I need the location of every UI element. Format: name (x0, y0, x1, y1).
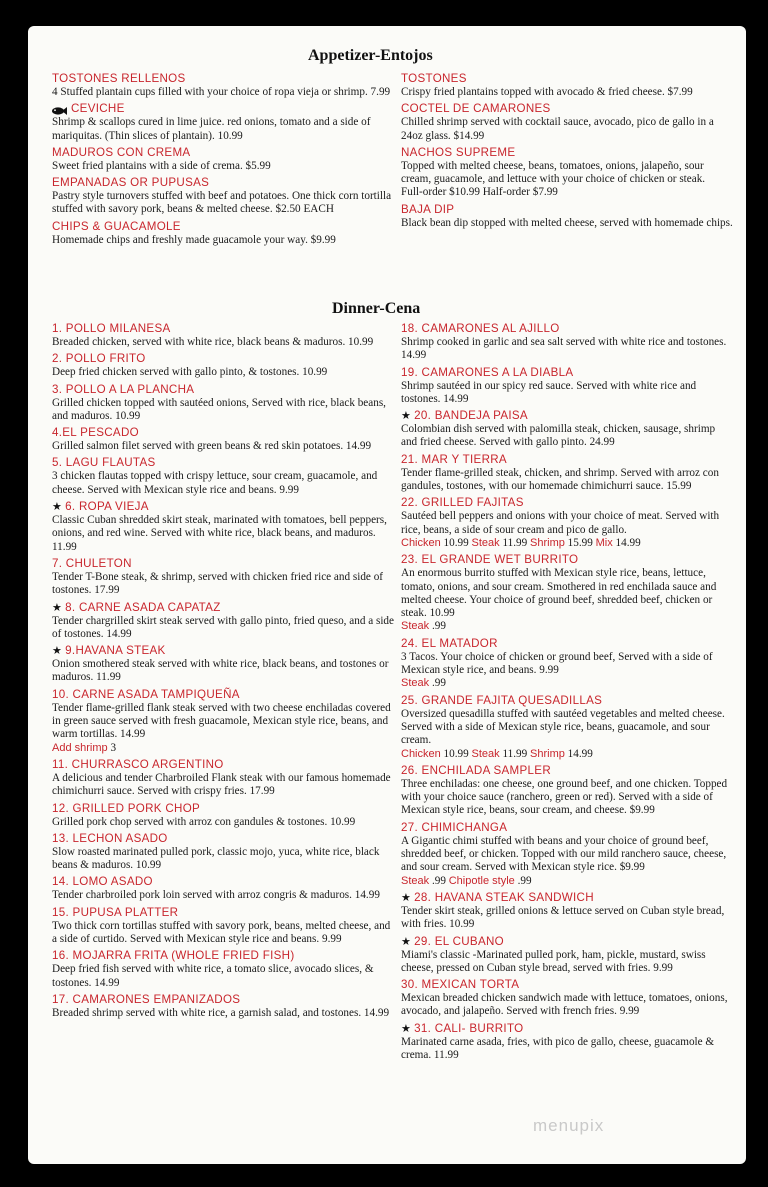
menu-item (401, 203, 733, 230)
price-options (401, 748, 733, 761)
menu-item-header (52, 352, 397, 366)
menu-item (52, 102, 397, 143)
menu-item-header (401, 409, 733, 423)
addon-row (52, 742, 397, 755)
menu-item-description: Tender charbroiled pork loin served with arroz congris & maduros. 14.99 (52, 889, 380, 902)
menu-item-description: Tender skirt steak, grilled onions & lettuce served on Cuban style bread, with fries. 10.99 (401, 904, 725, 931)
menu-item (52, 426, 397, 453)
menu-item-name: 28. HAVANA STEAK SANDWICH (414, 890, 594, 904)
menu-item (401, 366, 733, 407)
menu-item (52, 72, 397, 99)
star-icon: ★ (52, 601, 63, 614)
option-label: Chicken (401, 536, 441, 549)
menu-item-name: 9.HAVANA STEAK (65, 644, 166, 658)
menu-item (52, 875, 397, 902)
option-label: Steak (401, 677, 430, 690)
menu-item-name: 23. EL GRANDE WET BURRITO (401, 553, 579, 567)
menu-item (401, 496, 733, 550)
menu-item (52, 383, 397, 424)
menu-item-name: 14. LOMO ASADO (52, 875, 153, 889)
menu-item-description: Topped with melted cheese, beans, tomatoes, onions, jalapeño, sour cream, guacamole, and lettuce with your choice of chicken or steak. (401, 159, 706, 186)
option-price: 10.99 (443, 747, 469, 760)
menu-item-header (401, 496, 733, 510)
menu-item (401, 102, 733, 143)
menu-item-header (52, 993, 397, 1007)
menu-item-header (52, 72, 397, 86)
option-price: 15.99 (567, 536, 593, 549)
menu-item (52, 601, 397, 642)
star-icon: ★ (52, 645, 63, 658)
watermark-text: menupix (533, 1116, 605, 1135)
menu-item-header (401, 553, 733, 567)
menu-item-description: Breaded shrimp served with white rice, a garnish salad, and tostones. 14.99 (52, 1006, 390, 1019)
option-price: 10.99 (443, 536, 469, 549)
menu-item-description: Sautéed bell peppers and onions with your choice of meat. Served with rice, beans, a side of sour cream and pico de gallo. (401, 510, 720, 536)
menu-item-name: 18. CAMARONES AL AJILLO (401, 322, 560, 335)
menu-item-header (52, 688, 397, 702)
menu-item-name: BAJA DIP (401, 202, 455, 216)
menu-item-name: 12. GRILLED PORK CHOP (52, 801, 201, 815)
menu-item (401, 146, 733, 200)
menu-item-description: An enormous burrito stuffed with Mexican style rice, beans, lettuce, tomato, onions, and sour cream. Smothered in red enchilada sauce and melted cheese. Your choice of ground beef, shredded beef, chicken or steak. 10.99 (401, 567, 717, 620)
star-icon: ★ (401, 1022, 412, 1035)
menu-item (52, 993, 397, 1020)
menu-item (52, 146, 397, 173)
menu-item-name: 10. CARNE ASADA TAMPIQUEÑA (52, 687, 240, 701)
menu-item-description: Tender T-Bone steak, & shrimp, served with chicken fried rice and side of tostones. 17.99 (52, 570, 384, 597)
menu-item-name: 31. CALI- BURRITO (414, 1021, 524, 1035)
star-icon: ★ (401, 410, 412, 423)
menu-item (52, 832, 397, 873)
option-label: Mix (595, 536, 613, 549)
menu-item-header (52, 176, 397, 190)
menu-item-description: Three enchiladas: one cheese, one ground beef, and one chicken. Topped with your choice sauce (ranchero, green or red). Served with a side of Mexican style rice, beans, sour cream, and cheese. $9.99 (401, 777, 728, 817)
option-label: Shrimp (530, 536, 565, 549)
menu-item-header (52, 146, 397, 160)
menu-item-header (401, 637, 733, 651)
star-icon: ★ (52, 501, 63, 514)
menu-item-name: 8. CARNE ASADA CAPATAZ (65, 600, 221, 614)
menu-item-name: 24. EL MATADOR (401, 636, 498, 650)
menu-item-description: Colombian dish served with palomilla steak, chicken, sausage, shrimp and fried cheese. Served with gallo pinto. 24.99 (401, 423, 716, 449)
menu-item-header (401, 322, 733, 336)
addon-label: Add shrimp (52, 741, 108, 754)
appetizer-section-title: Appetizer-Entojos (308, 47, 433, 64)
menu-item (401, 764, 733, 818)
addon-price: 3 (110, 741, 117, 754)
menu-item-header (52, 758, 397, 772)
menu-item-header (52, 601, 397, 615)
menu-item-description: Tender flame-grilled steak, chicken, and shrimp. Served with arroz con gandules, tostones, with our homemade chimichurri sauce. 15.99 (401, 466, 719, 493)
menu-item-name: 25. GRANDE FAJITA QUESADILLAS (401, 693, 603, 707)
menu-item-name: 16. MOJARRA FRITA (WHOLE FRIED FISH) (52, 949, 295, 963)
menu-item-header (401, 72, 733, 86)
menu-item-name: 1. POLLO MILANESA (52, 322, 171, 335)
menu-item-description: Two thick corn tortillas stuffed with savory pork, beans, melted cheese, and a side of curtido. Served with Mexican style rice and beans. 9.99 (52, 919, 391, 946)
menu-item-name: 5. LAGU FLAUTAS (52, 456, 156, 470)
menu-item (401, 409, 733, 450)
menu-item-name: 13. LECHON ASADO (52, 831, 168, 845)
menu-item (401, 322, 733, 363)
menu-item (52, 644, 397, 685)
menu-item-description: A Gigantic chimi stuffed with beans and your choice of ground beef, shredded beef, or chicken. Topped with our mild ranchero sauce, cheese, and sour cream. Served with Mexican style rice. $9.99 (401, 834, 727, 874)
menu-item-extra: Full-order $10.99 Half-order $7.99 (401, 186, 558, 199)
menu-item-description: Crispy fried plantains topped with avocado & fried cheese. $7.99 (401, 86, 693, 98)
menu-item (401, 821, 733, 888)
menu-item-header (401, 453, 733, 467)
menu-item (52, 456, 397, 497)
menu-item-description: Sweet fried plantains with a side of crema. $5.99 (52, 159, 271, 172)
menu-item (52, 322, 397, 349)
menu-item (401, 72, 733, 99)
option-price: 14.99 (567, 747, 593, 760)
menu-item-description: Marinated carne asada, fries, with pico de gallo, cheese, guacamole & crema. 11.99 (401, 1035, 715, 1061)
option-price: .99 (431, 677, 446, 690)
menu-item (52, 500, 397, 554)
dinner-left-column (52, 322, 397, 1023)
menu-item-description: Breaded chicken, served with white rice, black beans & maduros. 10.99 (52, 336, 374, 348)
menu-item-description: Classic Cuban shredded skirt steak, marinated with tomatoes, bell peppers, onions, and red wine. Served with white rice, black beans, and maduros. 11.99 (52, 514, 387, 553)
menu-item (52, 176, 397, 217)
option-price: 14.99 (615, 536, 641, 549)
menu-item-name: COCTEL DE CAMARONES (401, 102, 551, 116)
menu-item-header (52, 644, 397, 658)
price-options (401, 537, 733, 550)
menu-item-description: Deep fried fish served with white rice, a tomato slice, avocado slices, & tostones. 14.99 (52, 963, 374, 989)
menu-item (52, 758, 397, 799)
menu-item-header (52, 500, 397, 514)
price-options (401, 677, 733, 690)
menu-item (52, 802, 397, 829)
price-options (401, 620, 733, 633)
menu-item-description: Pastry style turnovers stuffed with beef and potatoes. One thick corn tortilla stuffed with savory pork, beans & melted cheese. $2.50 EACH (52, 190, 392, 216)
option-label: Chicken (401, 747, 441, 760)
menu-item-header (52, 456, 397, 470)
menu-item-description: Slow roasted marinated pulled pork, classic mojo, yuca, white rice, black beans & maduros. 10.99 (52, 845, 380, 872)
dinner-section-title: Dinner-Cena (332, 300, 421, 317)
menu-item-header (401, 764, 733, 778)
menu-item-description: Onion smothered steak served with white rice, black beans, and tostones or maduros. 11.99 (52, 658, 389, 684)
menu-item-description: Homemade chips and freshly made guacamole your way. $9.99 (52, 233, 336, 246)
menu-item-header (401, 1022, 733, 1036)
star-icon: ★ (401, 891, 412, 904)
star-icon: ★ (401, 935, 412, 948)
menu-item (401, 553, 733, 633)
menu-item-description: Grilled pork chop served with arroz con gandules & tostones. 10.99 (52, 815, 356, 828)
menu-item-header (52, 322, 397, 336)
menu-item-description: Mexican breaded chicken sandwich made with lettuce, tomatoes, onions, avocado, and jalapeño. Served with french fries. 9.99 (401, 992, 728, 1018)
option-label: Steak (471, 536, 500, 549)
menu-item (52, 220, 397, 247)
menu-item (52, 557, 397, 598)
fish-icon (52, 105, 67, 113)
menu-item-description: Grilled chicken topped with sautéed onions, Served with rice, black beans, and maduros. 10.99 (52, 396, 386, 422)
option-price: .99 (431, 874, 446, 887)
menu-item-name: 20. BANDEJA PAISA (414, 409, 528, 423)
menu-item-header (52, 949, 397, 963)
menu-item-name: 19. CAMARONES A LA DIABLA (401, 365, 574, 379)
menu-item-name: TOSTONES RELLENOS (52, 72, 186, 85)
menu-item (401, 637, 733, 691)
appetizer-right-column (401, 72, 733, 233)
menu-item-name: 29. EL CUBANO (414, 934, 504, 948)
menu-item-description: Deep fried chicken served with gallo pinto, & tostones. 10.99 (52, 366, 328, 379)
menu-item-name: CHIPS & GUACAMOLE (52, 219, 181, 233)
menu-item (401, 453, 733, 494)
dinner-right-column (401, 322, 733, 1065)
menu-item-description: 4 Stuffed plantain cups filled with your choice of ropa vieja or shrimp. 7.99 (52, 86, 391, 98)
appetizer-left-column (52, 72, 397, 250)
menu-item-description: Black bean dip stopped with melted cheese, served with homemade chips. (401, 216, 733, 229)
menu-item (52, 352, 397, 379)
menu-item (52, 949, 397, 990)
menu-item-header (401, 978, 733, 992)
menu-item-name: 22. GRILLED FAJITAS (401, 496, 524, 510)
menu-item-header (52, 426, 397, 440)
menu-item-name: MADUROS CON CREMA (52, 145, 191, 159)
option-label: Steak (471, 747, 500, 760)
option-label: Chipotle style (448, 874, 515, 887)
menu-item-header (52, 383, 397, 397)
menu-item-name: 15. PUPUSA PLATTER (52, 905, 179, 919)
menu-item-header (52, 102, 397, 116)
menu-item-name: 6. ROPA VIEJA (65, 500, 149, 514)
option-price: 11.99 (502, 536, 528, 549)
menu-item-description: Shrimp & scallops cured in lime juice. red onions, tomato and a side of mariquitas. (Thin slices of plantain). 10.99 (52, 116, 371, 142)
menu-item-name: TOSTONES (401, 72, 467, 85)
menu-item (52, 906, 397, 947)
menu-item-description: Tender chargrilled skirt steak served with gallo pinto, fried queso, and a side of tostones. 14.99 (52, 614, 394, 640)
menu-item-header (401, 203, 733, 217)
menu-item-header (401, 146, 733, 160)
menu-item-name: CEVICHE (71, 102, 125, 116)
menu-item-header (401, 821, 733, 835)
option-label: Shrimp (530, 747, 565, 760)
menu-item (401, 1022, 733, 1063)
menu-item-name: NACHOS SUPREME (401, 145, 516, 159)
menu-item-description: Tender flame-grilled flank steak served with two cheese enchiladas covered in green sauce served with fresh guacamole, Mexican style rice, beans, and warm tortillas. 14.99 (52, 701, 391, 741)
menu-item-description: Chilled shrimp served with cocktail sauce, avocado, pico de gallo in a 24oz glass. $14.99 (401, 116, 714, 142)
menu-item-header (52, 832, 397, 846)
menu-item-name: EMPANADAS OR PUPUSAS (52, 176, 210, 190)
menu-item-header (401, 694, 733, 708)
menu-item-description: 3 chicken flautas topped with crispy lettuce, sour cream, guacamole, and cheese. Served with Mexican style rice and beans. 9.99 (52, 470, 378, 496)
menu-item-name: 26. ENCHILADA SAMPLER (401, 763, 551, 777)
option-label: Steak (401, 620, 430, 633)
menu-item (401, 978, 733, 1019)
menu-item-name: 17. CAMARONES EMPANIZADOS (52, 992, 241, 1006)
menu-item-description: Shrimp cooked in garlic and sea salt served with white rice and tostones. 14.99 (401, 336, 727, 362)
menu-item-description: 3 Tacos. Your choice of chicken or ground beef, Served with a side of Mexican style rice, and beans. 9.99 (401, 650, 713, 677)
menu-item (401, 935, 733, 976)
menu-item (52, 688, 397, 755)
option-price: 11.99 (502, 747, 528, 760)
menu-item-header (401, 935, 733, 949)
menu-item-name: 27. CHIMICHANGA (401, 820, 508, 834)
menu-item-description: Miami's classic -Marinated pulled pork, ham, pickle, mustard, swiss cheese, pressed on Cuban style bread, served with fries. 9.99 (401, 948, 706, 974)
menu-page (28, 26, 746, 1164)
menu-item-description: Shrimp sautéed in our spicy red sauce. Served with white rice and tostones. 14.99 (401, 379, 697, 405)
menu-item-header (52, 875, 397, 889)
menu-item-name: 30. MEXICAN TORTA (401, 978, 520, 992)
price-options (401, 875, 733, 888)
menu-item-header (52, 802, 397, 816)
menu-item-name: 11. CHURRASCO ARGENTINO (52, 757, 224, 771)
menu-item-header (52, 906, 397, 920)
menu-item-description: A delicious and tender Charbroiled Flank steak with our famous homemade chimichurri sauce. Served with crispy fries. 17.99 (52, 771, 391, 798)
menu-item-header (401, 102, 733, 116)
menu-item-name: 21. MAR Y TIERRA (401, 452, 507, 466)
menu-item-description: Grilled salmon filet served with green beans & red skin potatoes. 14.99 (52, 440, 372, 453)
menu-item-header (401, 366, 733, 380)
option-price: .99 (517, 874, 532, 887)
option-price: .99 (431, 620, 446, 633)
menu-item-name: 3. POLLO A LA PLANCHA (52, 382, 195, 396)
menu-item-name: 7. CHULETON (52, 556, 132, 570)
menu-item (401, 694, 733, 761)
menu-item-header (52, 220, 397, 234)
menu-item-name: 2. POLLO FRITO (52, 352, 146, 366)
menu-item-header (52, 557, 397, 571)
menu-item (401, 891, 733, 932)
menu-item-header (401, 891, 733, 905)
option-label: Steak (401, 874, 430, 887)
menu-item-description: Oversized quesadilla stuffed with sautéed vegetables and melted cheese. Served with a side of Mexican style rice, beans, guacamole, and sour cream. (401, 707, 725, 747)
menu-item-name: 4.EL PESCADO (52, 426, 139, 440)
